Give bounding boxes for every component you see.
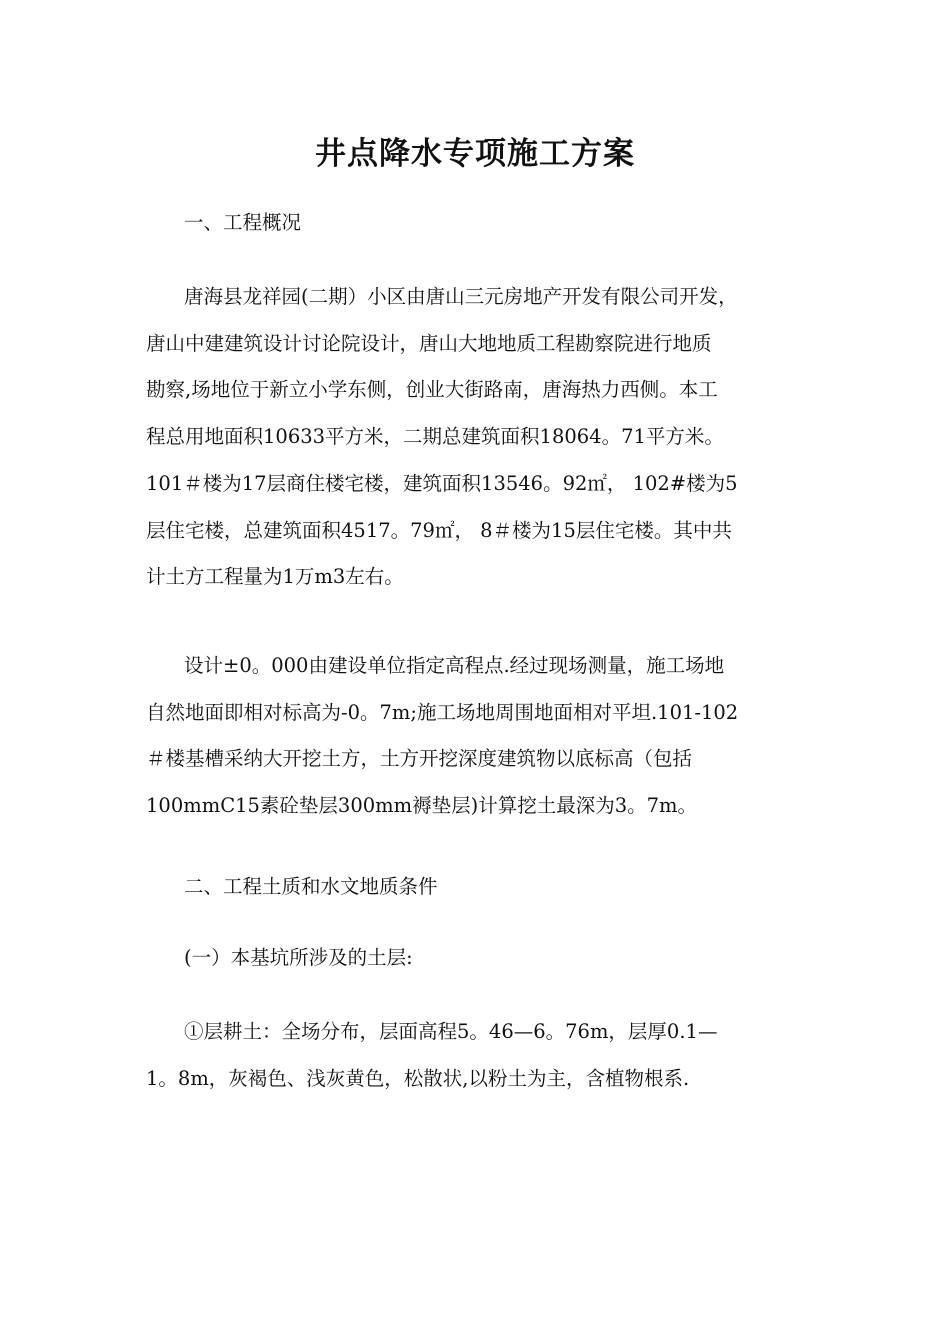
paragraph-line: ＃楼基槽采纳大开挖土方，土方开挖深度建筑物以底标高（包括 (146, 747, 693, 771)
paragraph-line: 计土方工程量为1万m3左右。 (146, 565, 404, 589)
paragraph-soil-layer-1 (146, 1009, 810, 1102)
paragraph-line: 1。8m，灰褐色、浅灰黄色，松散状,以粉土为主，含植物根系. (146, 1066, 690, 1090)
section-1-heading: 一、工程概况 (184, 211, 302, 234)
paragraph-line: 设计±0。000由建设单位指定高程点.经过现场测量，施工场地 (184, 654, 725, 677)
section-2-subheading: (一）本基坑所涉及的土层: (184, 946, 413, 969)
page-title: 井点降水专项施工方案 (315, 136, 635, 172)
paragraph-line: 层住宅楼，总建筑面积4517。79㎡， 8＃楼为15层住宅楼。其中共 (146, 518, 732, 542)
paragraph-project-overview (146, 274, 810, 601)
paragraph-line: 程总用地面积10633平方米，二期总建筑面积18064。71平方米。 (146, 425, 724, 449)
paragraph-line: 唐山中建建筑设计讨论院设计，唐山大地地质工程勘察院进行地质 (146, 331, 712, 355)
section-2-heading: 二、工程土质和水文地质条件 (184, 875, 438, 898)
paragraph-line: ①层耕土：全场分布，层面高程5。46—6。76m，层厚0.1— (184, 1020, 718, 1043)
paragraph-line: 勘察,场地位于新立小学东侧，创业大街路南，唐海热力西侧。本工 (146, 378, 718, 402)
paragraph-line: 自然地面即相对标高为-0。7m;施工场地周围地面相对平坦.101-102 (146, 700, 739, 724)
paragraph-line: 101＃楼为17层商住楼宅楼，建筑面积13546。92㎡， 102#楼为5 (146, 471, 738, 495)
paragraph-line: 唐海县龙祥园(二期）小区由唐山三元房地产开发有限公司开发， (184, 285, 738, 308)
paragraph-line: 100mmC15素砼垫层300mm褥垫层)计算挖土最深为3。7m。 (146, 794, 698, 818)
paragraph-elevation (146, 643, 810, 830)
